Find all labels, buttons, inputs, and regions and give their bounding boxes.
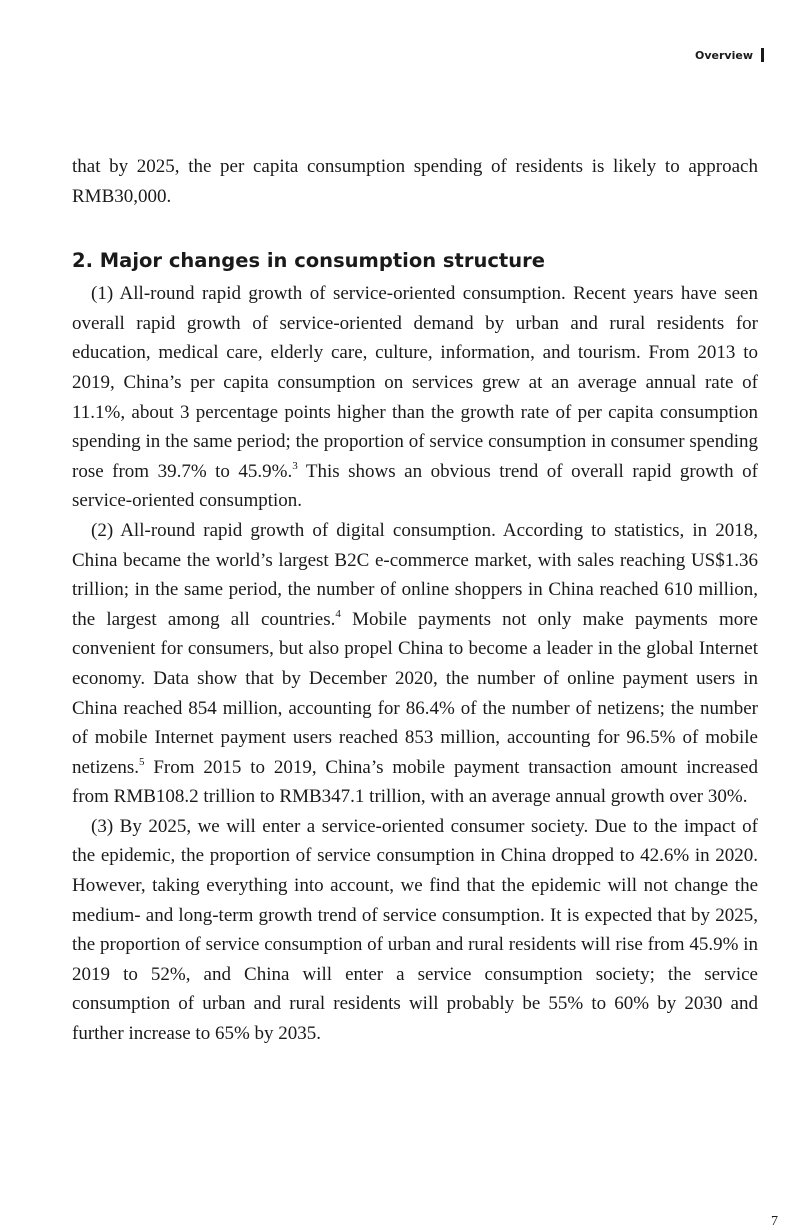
running-head-rule (761, 48, 764, 62)
running-head (695, 48, 764, 62)
running-title: Overview (695, 48, 753, 62)
paragraph-text: This shows an obvious trend of overall rapid growth of service-oriented consumption. (72, 460, 758, 512)
footnote-marker[interactable]: 4 (335, 607, 341, 620)
paragraph-text: (2) All-round rapid growth of digital consumption. According to statistics, in 2018, China became the world’s largest B2C e-commerce market, with sales reaching US$1.36 trillion; in the same period, the number of online shoppers in China reached 610 million, the largest among all countries. (72, 519, 758, 630)
paragraph-text: (1) All-round rapid growth of service-oriented consumption. Recent years have seen overall rapid growth of service-oriented demand by urban and rural residents for education, medical care, elderly care, culture, information, and tourism. From 2013 to 2019, China’s per capita consumption on services grew at an average annual rate of 11.1%, about 3 percentage points higher than the growth rate of per capita consumption spending in the same period; the proportion of service consumption in consumer spending rose from 39.7% to 45.9%. (72, 283, 758, 482)
page-number: 7 (771, 1214, 778, 1229)
paragraph-service-consumption (72, 279, 758, 516)
paragraph-text: Mobile payments not only make payments more convenient for consumers, but also propel China to become a leader in the global Internet economy. Data show that by December 2020, the number of online payment users in China reached 854 million, accounting for 86.4% of the number of netizens; the number of mobile Internet payment users reached 853 million, accounting for 96.5% of mobile netizens. (72, 608, 758, 778)
paragraph-text: From 2015 to 2019, China’s mobile payment transaction amount increased from RMB108.2 trillion to RMB347.1 trillion, with an average annual growth over 30%. (72, 756, 758, 808)
footnote-marker[interactable]: 3 (292, 459, 298, 472)
paragraph-text: (3) By 2025, we will enter a service-oriented consumer society. Due to the impact of the epidemic, the proportion of service consumption in China dropped to 42.6% in 2020. However, taking everything into account, we find that the epidemic will not change the medium- and long-term growth trend of service consumption. It is expected that by 2025, the proportion of service consumption of urban and rural residents will rise from 45.9% in 2019 to 52%, and China will enter a service consumption society; the service consumption of urban and rural residents will probably be 55% to 60% by 2030 and further increase to 65% by 2035. (72, 815, 758, 1045)
paragraph-consumer-society (72, 812, 758, 1049)
page-body (72, 152, 758, 1049)
section-heading: 2. Major changes in consumption structure (72, 249, 545, 273)
paragraph-digital-consumption (72, 516, 758, 812)
footnote-marker[interactable]: 5 (139, 755, 145, 768)
continuation-paragraph: that by 2025, the per capita consumption spending of residents is likely to approach RMB30,000. (72, 156, 758, 207)
